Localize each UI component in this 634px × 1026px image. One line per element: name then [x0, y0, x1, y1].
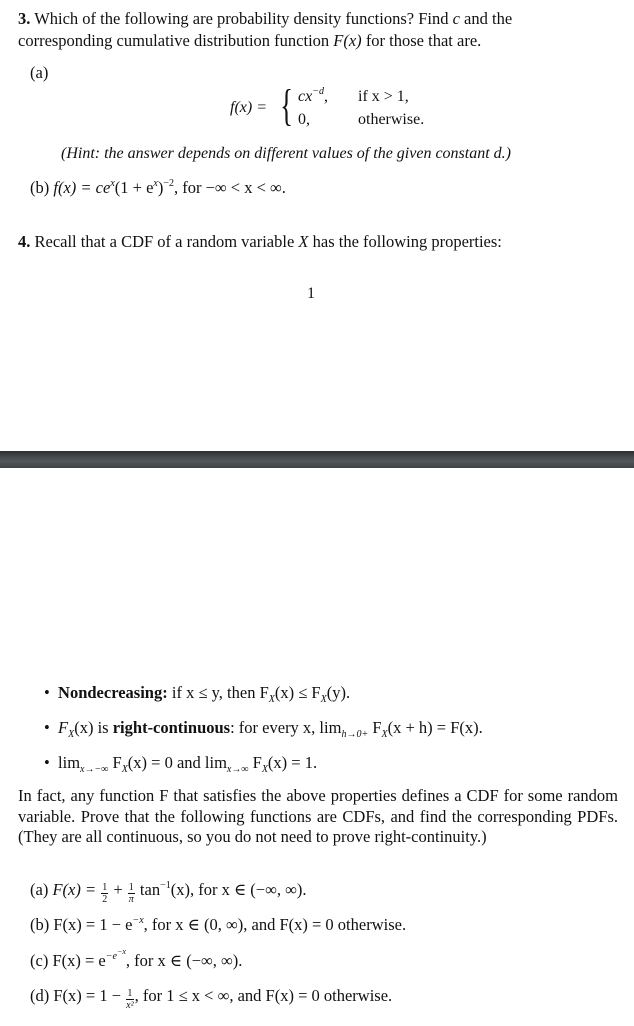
hint-text: (Hint: the answer depends on different values of the given constant d.) [61, 145, 511, 162]
cdf-part-b: (b) $F(x) = 1 - e^{-x}$, for x ∈ (0, ∞), and F(x) = 0 otherwise. [30, 915, 407, 934]
bullet-icon: • [44, 683, 50, 702]
question-4-intro: 4. Recall that a CDF of a random variable X has the following properties: [18, 232, 502, 251]
equation-lhs: f(x) = [230, 99, 267, 116]
cdf-paragraph: In fact, any function F that satisfies the above properties defines a CDF for some random variable. Prove that the following functions are CDFs, and find the corresponding PDFs. (They are all continuous, so you do not need to prove right-continuity.) [18, 786, 618, 846]
case2-condition: otherwise. [358, 111, 425, 128]
page-number: 1 [307, 285, 315, 302]
left-brace: { [280, 81, 293, 130]
question-3 [18, 8, 618, 52]
bullet-list [44, 683, 483, 788]
bullet-item: • $\lim_{x\to-\infty} F_X(x) = 0$ and $\lim_{x\to\infty} F_X(x) = 1$. [44, 753, 318, 775]
cdf-parts [30, 880, 406, 1021]
question-number: 3. [18, 9, 31, 28]
page-separator [0, 451, 634, 468]
bullet-item: • Nondecreasing: if x ≤ y, then $F_X(x) \le F_X(y)$. [44, 683, 351, 705]
question-3-line1: 3. Which of the following are probability density functions? Find c and the [18, 9, 513, 28]
bullet-icon: • [44, 753, 50, 772]
case1-expr: $cx^{-d}$, [298, 86, 328, 105]
cdf-part-c: (c) $F(x) = e^{-e^{-x}}$, for x ∈ (−∞, ∞). [30, 947, 243, 970]
cdf-part-a: (a) F(x) = $\frac{1}{2}$ + $\frac{1}{\pi}$ $\tan^{-1}(x)$, for x ∈ (−∞, ∞). [30, 880, 307, 905]
part-b: (b) $f(x) = ce^x(1 + e^x)^{-2}$, for −∞ < x < ∞. [30, 178, 286, 197]
bullet-icon: • [44, 718, 50, 737]
question-number: 4. [18, 232, 31, 251]
question-3-line2: corresponding cumulative distribution function F(x) for those that are. [18, 31, 482, 50]
part-a-label: (a) [30, 63, 49, 82]
cdf-part-d: (d) F(x) = 1 − $\frac{1}{\text{x²}}$ , for 1 ≤ x < ∞, and F(x) = 0 otherwise. [30, 986, 393, 1011]
bullet-item: • $F_X(x)$ is right-continuous: for every x, $\lim_{h\to 0+} F_X(x + h) = F(x)$. [44, 718, 483, 740]
case1-condition: if x > 1, [358, 88, 409, 105]
case2-expr: 0, [298, 111, 310, 128]
